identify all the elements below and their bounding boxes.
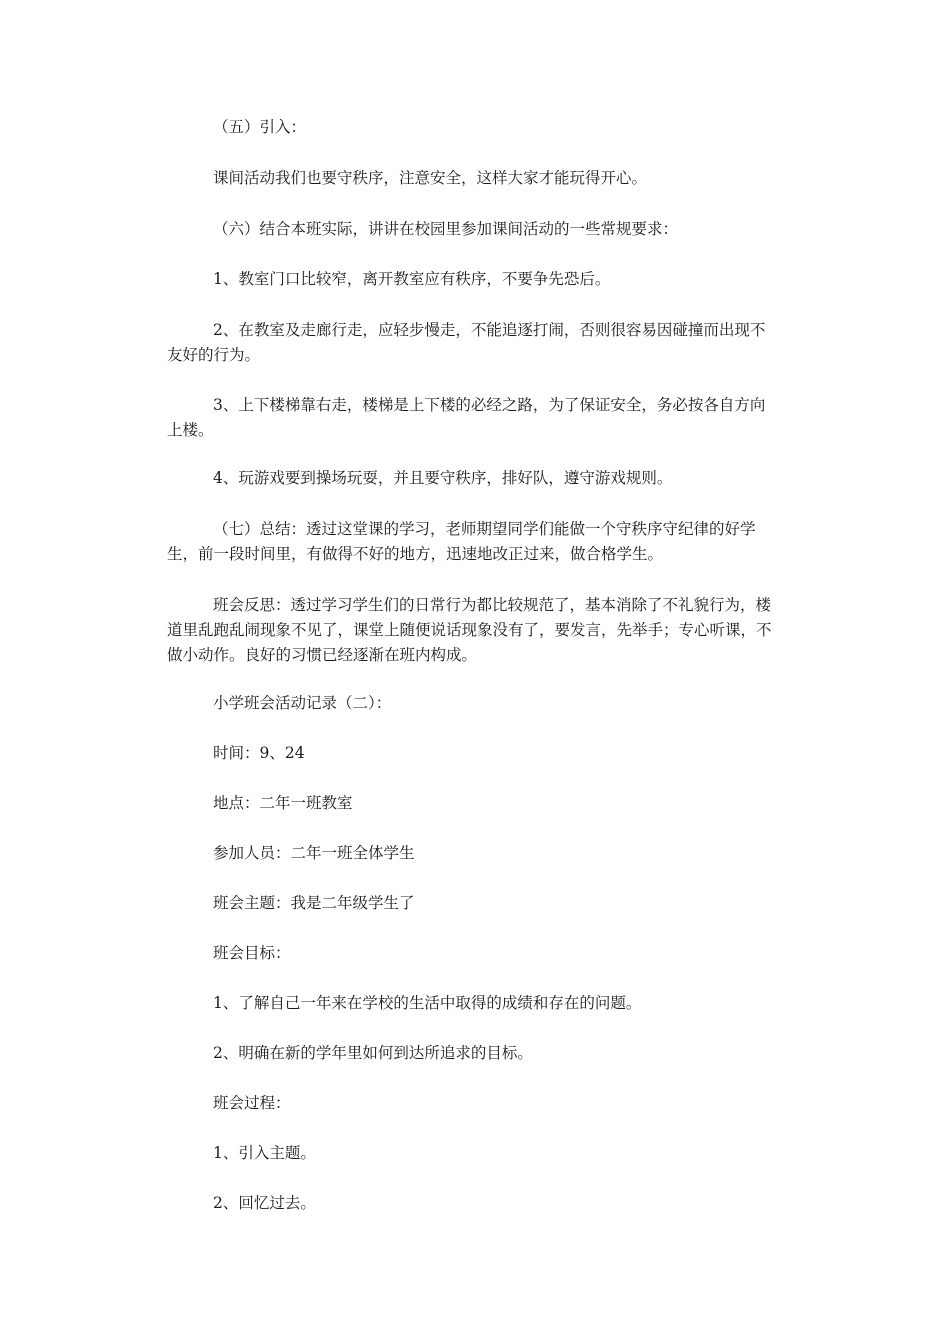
meeting-goals-heading: 班会目标： [213, 944, 291, 962]
meeting-location: 地点：二年一班教室 [213, 794, 353, 812]
goal-item-1: 1、了解自己一年来在学校的生活中取得的成绩和存在的问题。 [213, 994, 642, 1012]
rule-item-4: 4、玩游戏要到操场玩耍，并且要守秩序，排好队，遵守游戏规则。 [213, 469, 673, 487]
record-two-title: 小学班会活动记录（二）： [213, 694, 392, 712]
meeting-participants: 参加人员：二年一班全体学生 [213, 844, 415, 862]
reflection-paragraph: 班会反思：透过学习学生们的日常行为都比较规范了，基本消除了不礼貌行为，楼道里乱跑乱闹现象不见了，课堂上随便说话现象没有了，要发言，先举手；专心听课，不做小动作。良好的习惯已经逐渐在班内构成。 [167, 596, 772, 664]
section-six-heading: （六）结合本班实际，讲讲在校园里参加课间活动的一些常规要求： [213, 220, 679, 238]
rule-item-1: 1、教室门口比较窄，离开教室应有秩序，不要争先恐后。 [213, 270, 611, 288]
meeting-theme: 班会主题：我是二年级学生了 [213, 894, 415, 912]
rule-item-3: 3、上下楼梯靠右走，楼梯是上下楼的必经之路，为了保证安全，务必按各自方向上楼。 [167, 396, 766, 439]
paragraph-break-activity: 课间活动我们也要守秩序，注意安全，这样大家才能玩得开心。 [213, 169, 648, 187]
meeting-time: 时间：9、24 [213, 744, 305, 762]
process-item-2: 2、回忆过去。 [213, 1194, 316, 1212]
goal-item-2: 2、明确在新的学年里如何到达所追求的目标。 [213, 1044, 533, 1062]
section-five-heading: （五）引入： [213, 118, 307, 136]
meeting-process-heading: 班会过程： [213, 1094, 291, 1112]
rule-item-2: 2、在教室及走廊行走，应轻步慢走，不能追逐打闹，否则很容易因碰撞而出现不友好的行为。 [167, 321, 766, 364]
process-item-1: 1、引入主题。 [213, 1144, 316, 1162]
section-seven-summary: （七）总结：透过这堂课的学习，老师期望同学们能做一个守秩序守纪律的好学生，前一段时间里，有做得不好的地方，迅速地改正过来，做合格学生。 [167, 520, 756, 563]
